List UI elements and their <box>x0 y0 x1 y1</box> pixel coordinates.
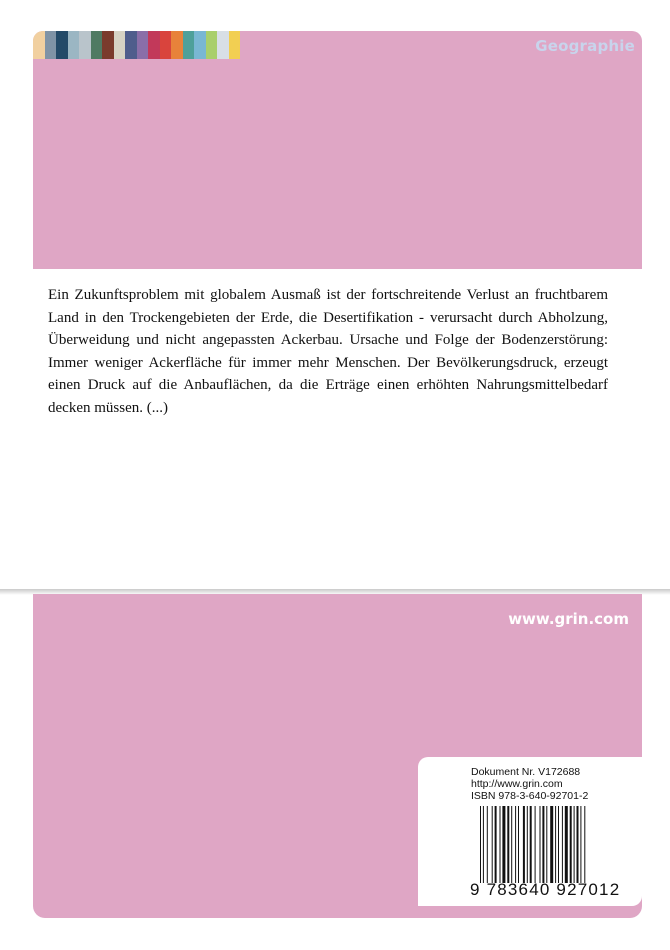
barcode-bar <box>502 806 505 883</box>
isbn-text: ISBN 978-3-640-92701-2 <box>471 790 589 802</box>
color-stripe <box>68 31 80 59</box>
barcode-bar <box>518 806 519 883</box>
color-stripe <box>194 31 206 59</box>
barcode-bar <box>546 806 547 883</box>
barcode-bar <box>495 806 497 883</box>
barcode-bar <box>550 806 553 883</box>
isbn-box <box>418 757 642 906</box>
color-stripe <box>56 31 68 59</box>
barcode-bar <box>507 806 509 883</box>
barcode-bar <box>500 806 501 883</box>
barcode-bar <box>580 806 581 883</box>
cover-bottom-panel <box>33 594 642 918</box>
color-stripe <box>206 31 218 59</box>
barcode-bar <box>523 806 525 883</box>
color-stripe <box>33 31 45 59</box>
barcode-bar <box>565 806 568 883</box>
cover-top-panel <box>33 31 642 269</box>
color-stripe <box>171 31 183 59</box>
barcode-bar <box>584 806 585 883</box>
isbn-info <box>471 766 588 802</box>
barcode-bar <box>487 806 488 883</box>
color-stripe <box>183 31 195 59</box>
barcode-bar <box>535 806 536 883</box>
barcode-bar <box>558 806 559 883</box>
barcode-number: 9 783640 927012 <box>470 880 621 899</box>
color-stripe <box>148 31 160 59</box>
barcode-bar <box>577 806 579 883</box>
barcode-bar <box>562 806 563 883</box>
barcode-bar <box>574 806 575 883</box>
barcode-bar <box>511 806 512 883</box>
barcode-bar <box>530 806 532 883</box>
barcode-bar <box>527 806 528 883</box>
color-stripe <box>45 31 57 59</box>
barcode-bar <box>555 806 556 883</box>
barcode-bar <box>483 806 484 883</box>
color-stripe <box>125 31 137 59</box>
blurb-text: Ein Zukunftsproblem mit globalem Ausmaß ist der fortschreitende Verlust an fruchtbarem Land in den Trockengebieten der Erde, die Desertifikation - verursacht durch Abholzung, Überweidung und nicht angepassten Ackerbau. Ursache und Folge der Bodenzerstörung: Immer weniger Ackerfläche für immer mehr Menschen. Der Bevölkerungsdruck, erzeugt einen Druck auf die Anbauflächen, da die Erträge einen erhöhten Nahrungsmittelbedarf decken müssen. (...) <box>48 287 608 416</box>
barcode-bar <box>480 806 481 883</box>
color-stripe <box>114 31 126 59</box>
document-number: Dokument Nr. V172688 <box>471 766 581 778</box>
barcode <box>480 806 631 883</box>
color-stripes <box>33 31 240 59</box>
publisher-url: www.grin.com <box>508 610 629 628</box>
color-stripe <box>102 31 114 59</box>
barcode-bar <box>540 806 541 883</box>
color-stripe <box>217 31 229 59</box>
category-label: Geographie <box>535 37 635 55</box>
barcode-bar <box>515 806 516 883</box>
barcode-bar <box>542 806 544 883</box>
color-stripe <box>137 31 149 59</box>
color-stripe <box>79 31 91 59</box>
color-stripe <box>91 31 103 59</box>
color-stripe <box>229 31 241 59</box>
barcode-bar <box>570 806 572 883</box>
color-stripe <box>160 31 172 59</box>
website-text: http://www.grin.com <box>471 778 563 790</box>
barcode-bar <box>492 806 493 883</box>
